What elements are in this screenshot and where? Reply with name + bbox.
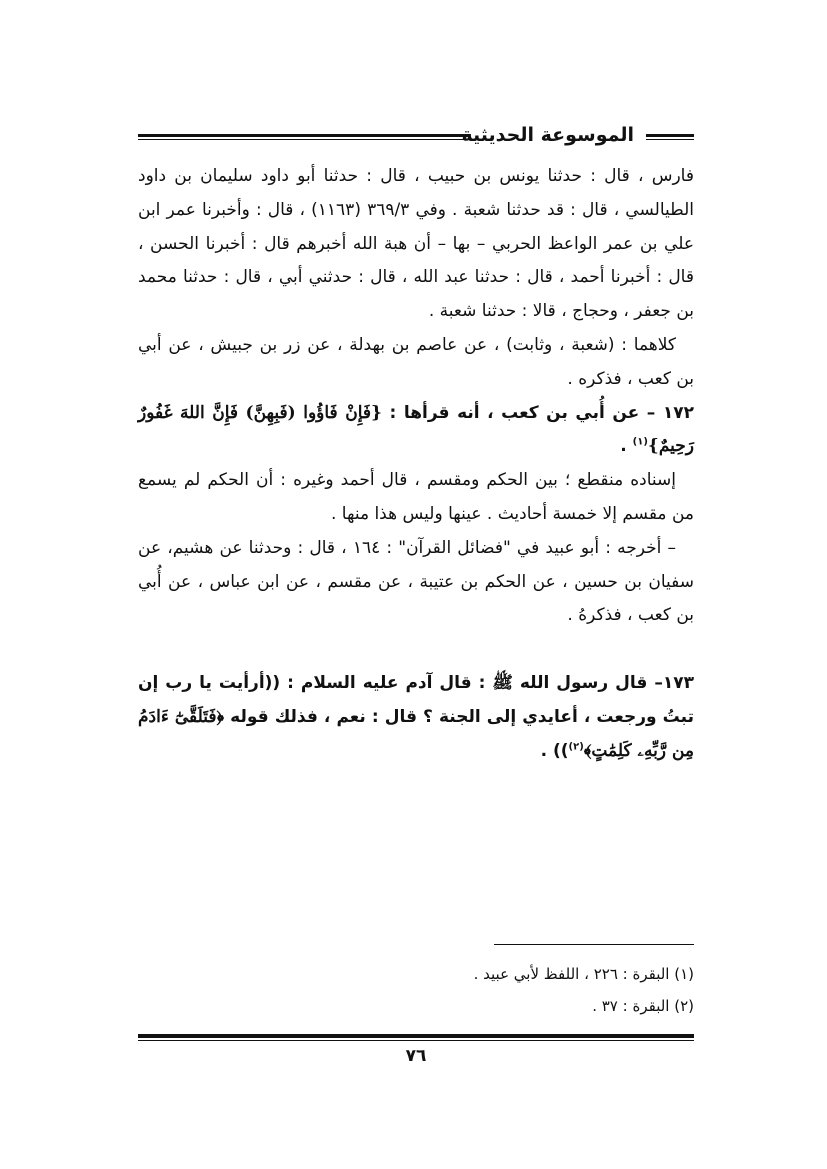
header-rule-left <box>138 134 468 140</box>
hadith-173-text: ١٧٣– قال رسول الله ﷺ : قال آدم عليه السلام : ((أرأيت يا رب إن تبتُ ورجعت ، أعايدي إلى الجنة ؟ قال : نعم ، فذلك قوله <box>138 673 695 727</box>
footnote-ref-2[interactable]: (٢) <box>568 741 584 753</box>
hadith-173 <box>138 667 694 768</box>
hadith-172-text: ١٧٢ – عن أُبي بن كعب ، أنه قرأها : <box>381 402 694 423</box>
hadith-172-quran: {فَإِنْ فَاؤُوا (فَبِهِنَّ) فَإِنَّ اللهَ غَفُورٌ رَحِيمٌ} <box>138 402 694 457</box>
bottom-rule <box>138 1034 694 1041</box>
section-gap <box>138 633 694 667</box>
footnote-ref-1[interactable]: (١) <box>632 436 648 448</box>
hadith-172-end: . <box>620 436 633 457</box>
footnote-separator <box>494 944 694 945</box>
header-rule-right <box>646 134 694 140</box>
document-page <box>138 0 694 1169</box>
hadith-172 <box>138 397 694 465</box>
paragraph-isnad-1: فارس ، قال : حدثنا يونس بن حبيب ، قال : حدثنا أبو داود سليمان بن داود الطيالسي ، قال : قد حدثنا شعبة . وفي ٣٦٩/٣ (١١٦٣) ، قال : وأخبرنا عمر ابن علي بن عمر الواعظ الحربي – بها – أن هبة الله أخبرهم قال : أخبرنا الحسن ، قال : أخبرنا أحمد ، قال : حدثنا عبد الله ، قال : حدثني أبي ، قال : حدثنا محمد بن جعفر ، وحجاج ، قالا : حدثنا شعبة . <box>138 166 694 322</box>
footnote-1: (١) البقرة : ٢٢٦ ، اللفظ لأبي عبيد . <box>473 965 694 983</box>
header-title: الموسوعة الحديثية <box>461 124 634 146</box>
hadith-173-quran: ﴿فَتَلَقَّىٰٓ ءَادَمُ مِن رَّبِّهِۦ كَلِمَٰتٍ﴾ <box>138 706 694 761</box>
page-number: ٧٦ <box>405 1046 427 1066</box>
footnote-2: (٢) البقرة : ٣٧ . <box>592 997 694 1015</box>
paragraph-grading: إسناده منقطع ؛ بين الحكم ومقسم ، قال أحمد وغيره : أن الحكم لم يسمع من مقسم إلا خمسة أحاديث . عينها وليس هذا منها . <box>138 470 694 524</box>
hadith-173-end: )) . <box>540 740 569 761</box>
main-text <box>138 160 694 769</box>
footnotes <box>138 958 694 1022</box>
paragraph-isnad-2: كلاهما : (شعبة ، وثابت) ، عن عاصم بن بهدلة ، عن زر بن جبيش ، عن أبي بن كعب ، فذكره . <box>138 334 694 389</box>
paragraph-takhrij: – أخرجه : أبو عبيد في "فضائل القرآن" : ١٦٤ ، قال : وحدثنا عن هشيم، عن سفيان بن حسين ، عن الحكم بن عتيبة ، عن مقسم ، عن ابن عباس ، عن أُبي بن كعب ، فذكرهُ . <box>138 537 694 626</box>
running-header <box>138 122 694 152</box>
